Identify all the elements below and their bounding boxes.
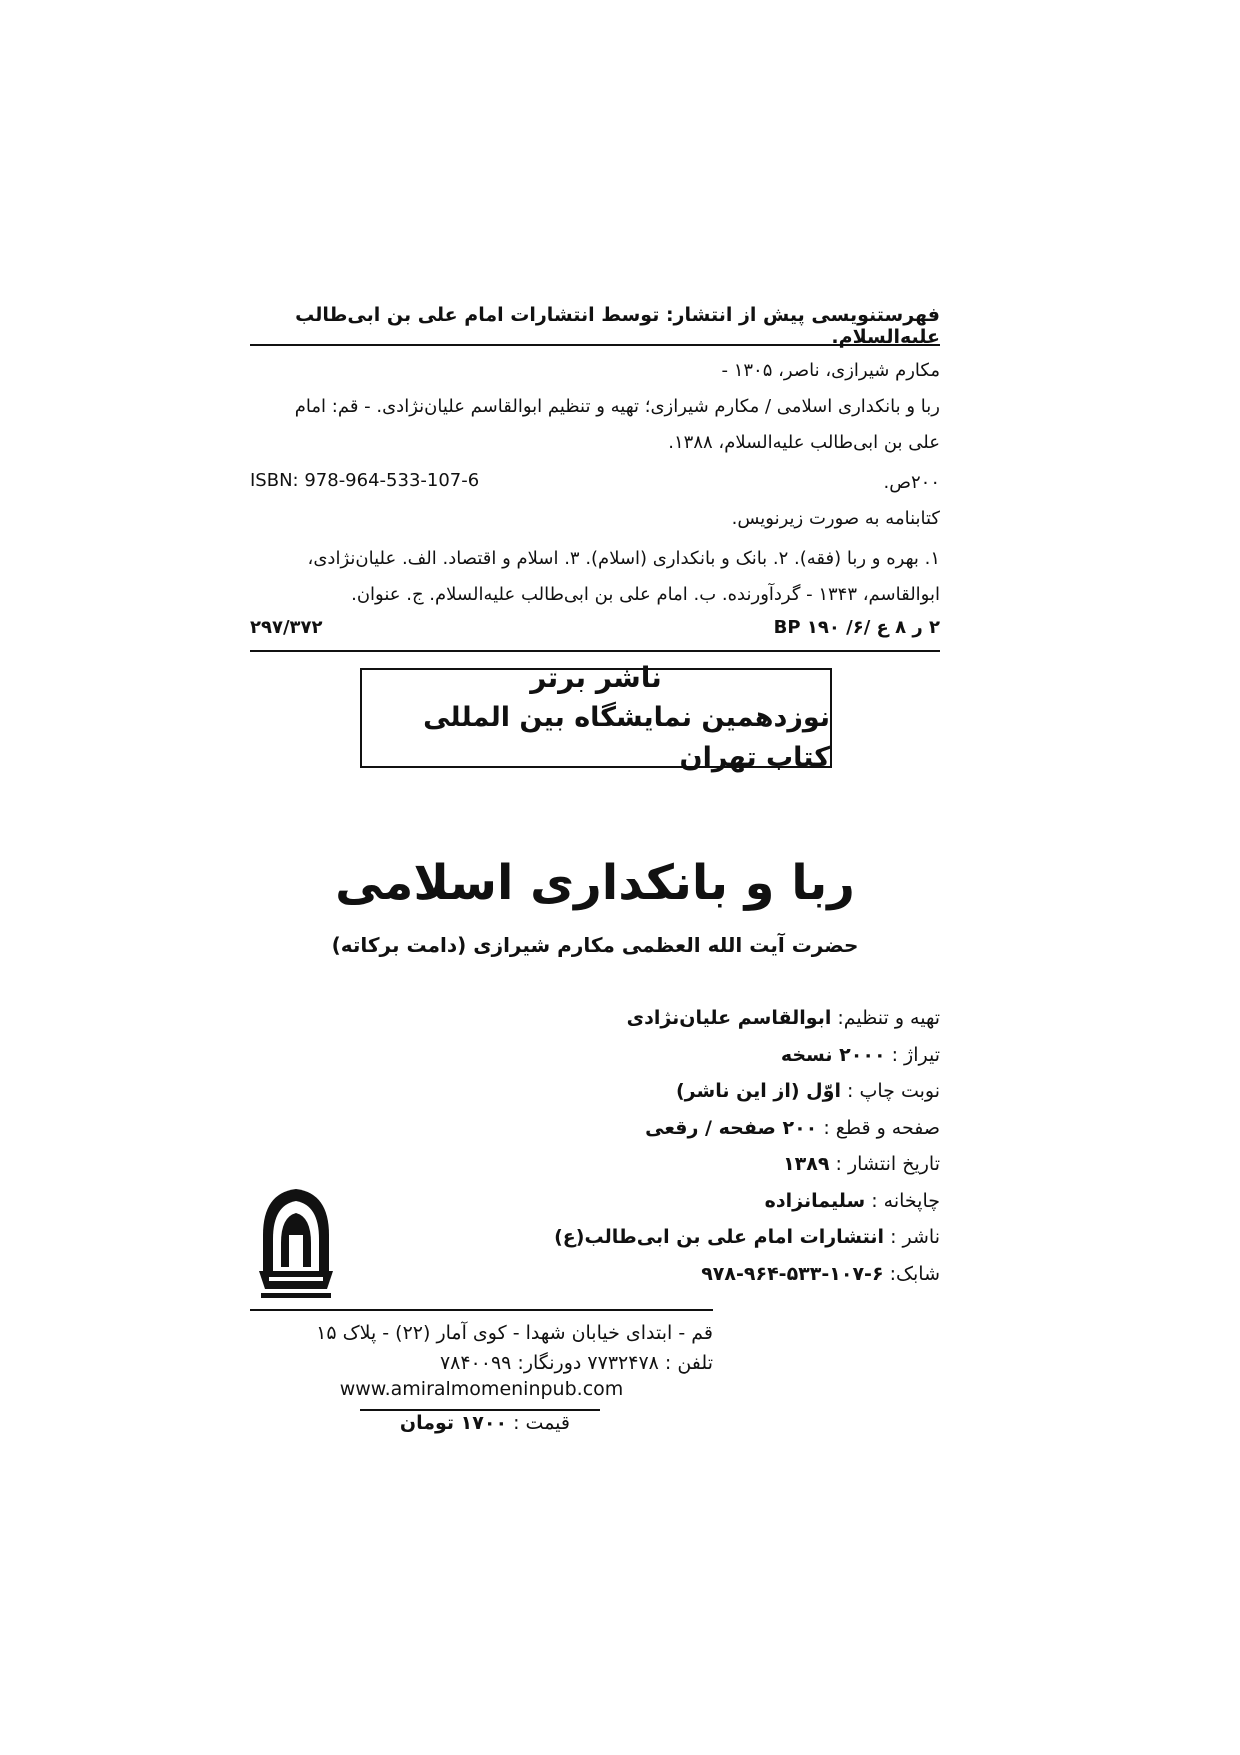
detail-editor [400, 1000, 940, 1037]
phone-fax-line: تلفن : ۷۷۳۲۴۷۸ دورنگار: ۷۸۴۰۰۹۹ [439, 1352, 713, 1374]
detail-pages-format [400, 1110, 940, 1147]
detail-publish-date [400, 1146, 940, 1183]
lc-class-number: ۲ ر ۸ ع /۶/ ۱۹۰ BP [773, 617, 940, 638]
cip-author-line: مکارم شیرازی، ناصر، ۱۳۰۵ - [721, 360, 940, 381]
cip-bottom-rule [250, 650, 940, 652]
publisher-address [250, 1318, 713, 1378]
detail-label: تهیه و تنظیم: [837, 1007, 940, 1029]
detail-value: ۲۰۰ صفحه / رقعی [645, 1116, 818, 1139]
award-box [360, 661, 832, 773]
address-line: قم - ابتدای خیابان شهدا - کوی آمار (۲۲) - پلاک ۱۵ [316, 1322, 713, 1344]
detail-value: انتشارات امام علی بن ابی‌طالب(ع) [554, 1226, 885, 1248]
publisher-website: www.amiralmomeninpub.com [339, 1378, 624, 1400]
address-top-rule [250, 1309, 713, 1311]
detail-label: چاپخانه : [871, 1189, 940, 1212]
detail-label: تاریخ انتشار : [835, 1153, 940, 1175]
detail-printing-house [400, 1183, 940, 1220]
detail-publisher [400, 1219, 940, 1256]
book-author: حضرت آیت الله العظمی مکارم شیرازی (دامت برکاته) [331, 933, 859, 957]
book-title: ربا و بانکداری اسلامی [335, 855, 855, 911]
award-subtitle: نوزدهمین نمایشگاه بین المللی کتاب تهران [423, 702, 830, 773]
detail-label: ناشر : [890, 1226, 940, 1248]
detail-label: تیراژ : [891, 1043, 940, 1066]
cip-pages-line: ۲۰۰ص. [883, 472, 940, 493]
detail-value: اوّل (از این ناشر) [676, 1080, 841, 1102]
cip-isbn: ISBN: 978-964-533-107-6 [250, 470, 480, 491]
price-value: ۱۷۰۰ تومان [399, 1412, 508, 1434]
cip-entries-line: ابوالقاسم، ۱۳۴۳ - گردآورنده. ب. امام علی بن ابی‌طالب علیه‌السلام. ج. عنوان. [351, 584, 940, 605]
detail-value: ۶-۱۰۷-۵۳۳-۹۶۴-۹۷۸ [701, 1262, 884, 1285]
publisher-logo-icon [255, 1185, 337, 1303]
detail-value: ۱۳۸۹ [783, 1153, 830, 1175]
cip-subjects-line: ۱. بهره و ربا (فقه). ۲. بانک و بانکداری (اسلام). ۳. اسلام و اقتصاد. الف. علیان‌نژادی، [307, 548, 940, 569]
detail-print-run [400, 1037, 940, 1074]
cip-classification-row [250, 617, 940, 647]
detail-label: صفحه و قطع : [823, 1116, 940, 1139]
cip-bibliography-note: کتابنامه به صورت زیرنویس. [731, 508, 940, 529]
price-label: قیمت : [513, 1412, 570, 1434]
price-top-rule [360, 1409, 600, 1411]
cip-header: فهرستنویسی پیش از انتشار: توسط انتشارات امام علی بن ابی‌طالب علیه‌السلام. [295, 304, 940, 348]
cip-publisher-line: علی بن ابی‌طالب علیه‌السلام، ۱۳۸۸. [668, 432, 940, 453]
cip-title-line: ربا و بانکداری اسلامی / مکارم شیرازی؛ تهیه و تنظیم ابوالقاسم علیان‌نژادی. - قم: امام [294, 396, 940, 417]
detail-value: سلیمانزاده [764, 1189, 866, 1212]
detail-label: شابک: [889, 1262, 940, 1285]
detail-edition [400, 1073, 940, 1110]
award-title: ناشر برتر [530, 661, 662, 694]
price [250, 1412, 570, 1434]
detail-isbn [400, 1256, 940, 1293]
detail-value: ۲۰۰۰ نسخه [780, 1043, 886, 1066]
publication-details [400, 1000, 940, 1292]
cip-top-rule [250, 344, 940, 346]
dewey-number: ۲۹۷/۳۷۲ [250, 617, 323, 638]
detail-label: نوبت چاپ : [847, 1080, 940, 1102]
detail-value: ابوالقاسم علیان‌نژادی [626, 1007, 832, 1029]
